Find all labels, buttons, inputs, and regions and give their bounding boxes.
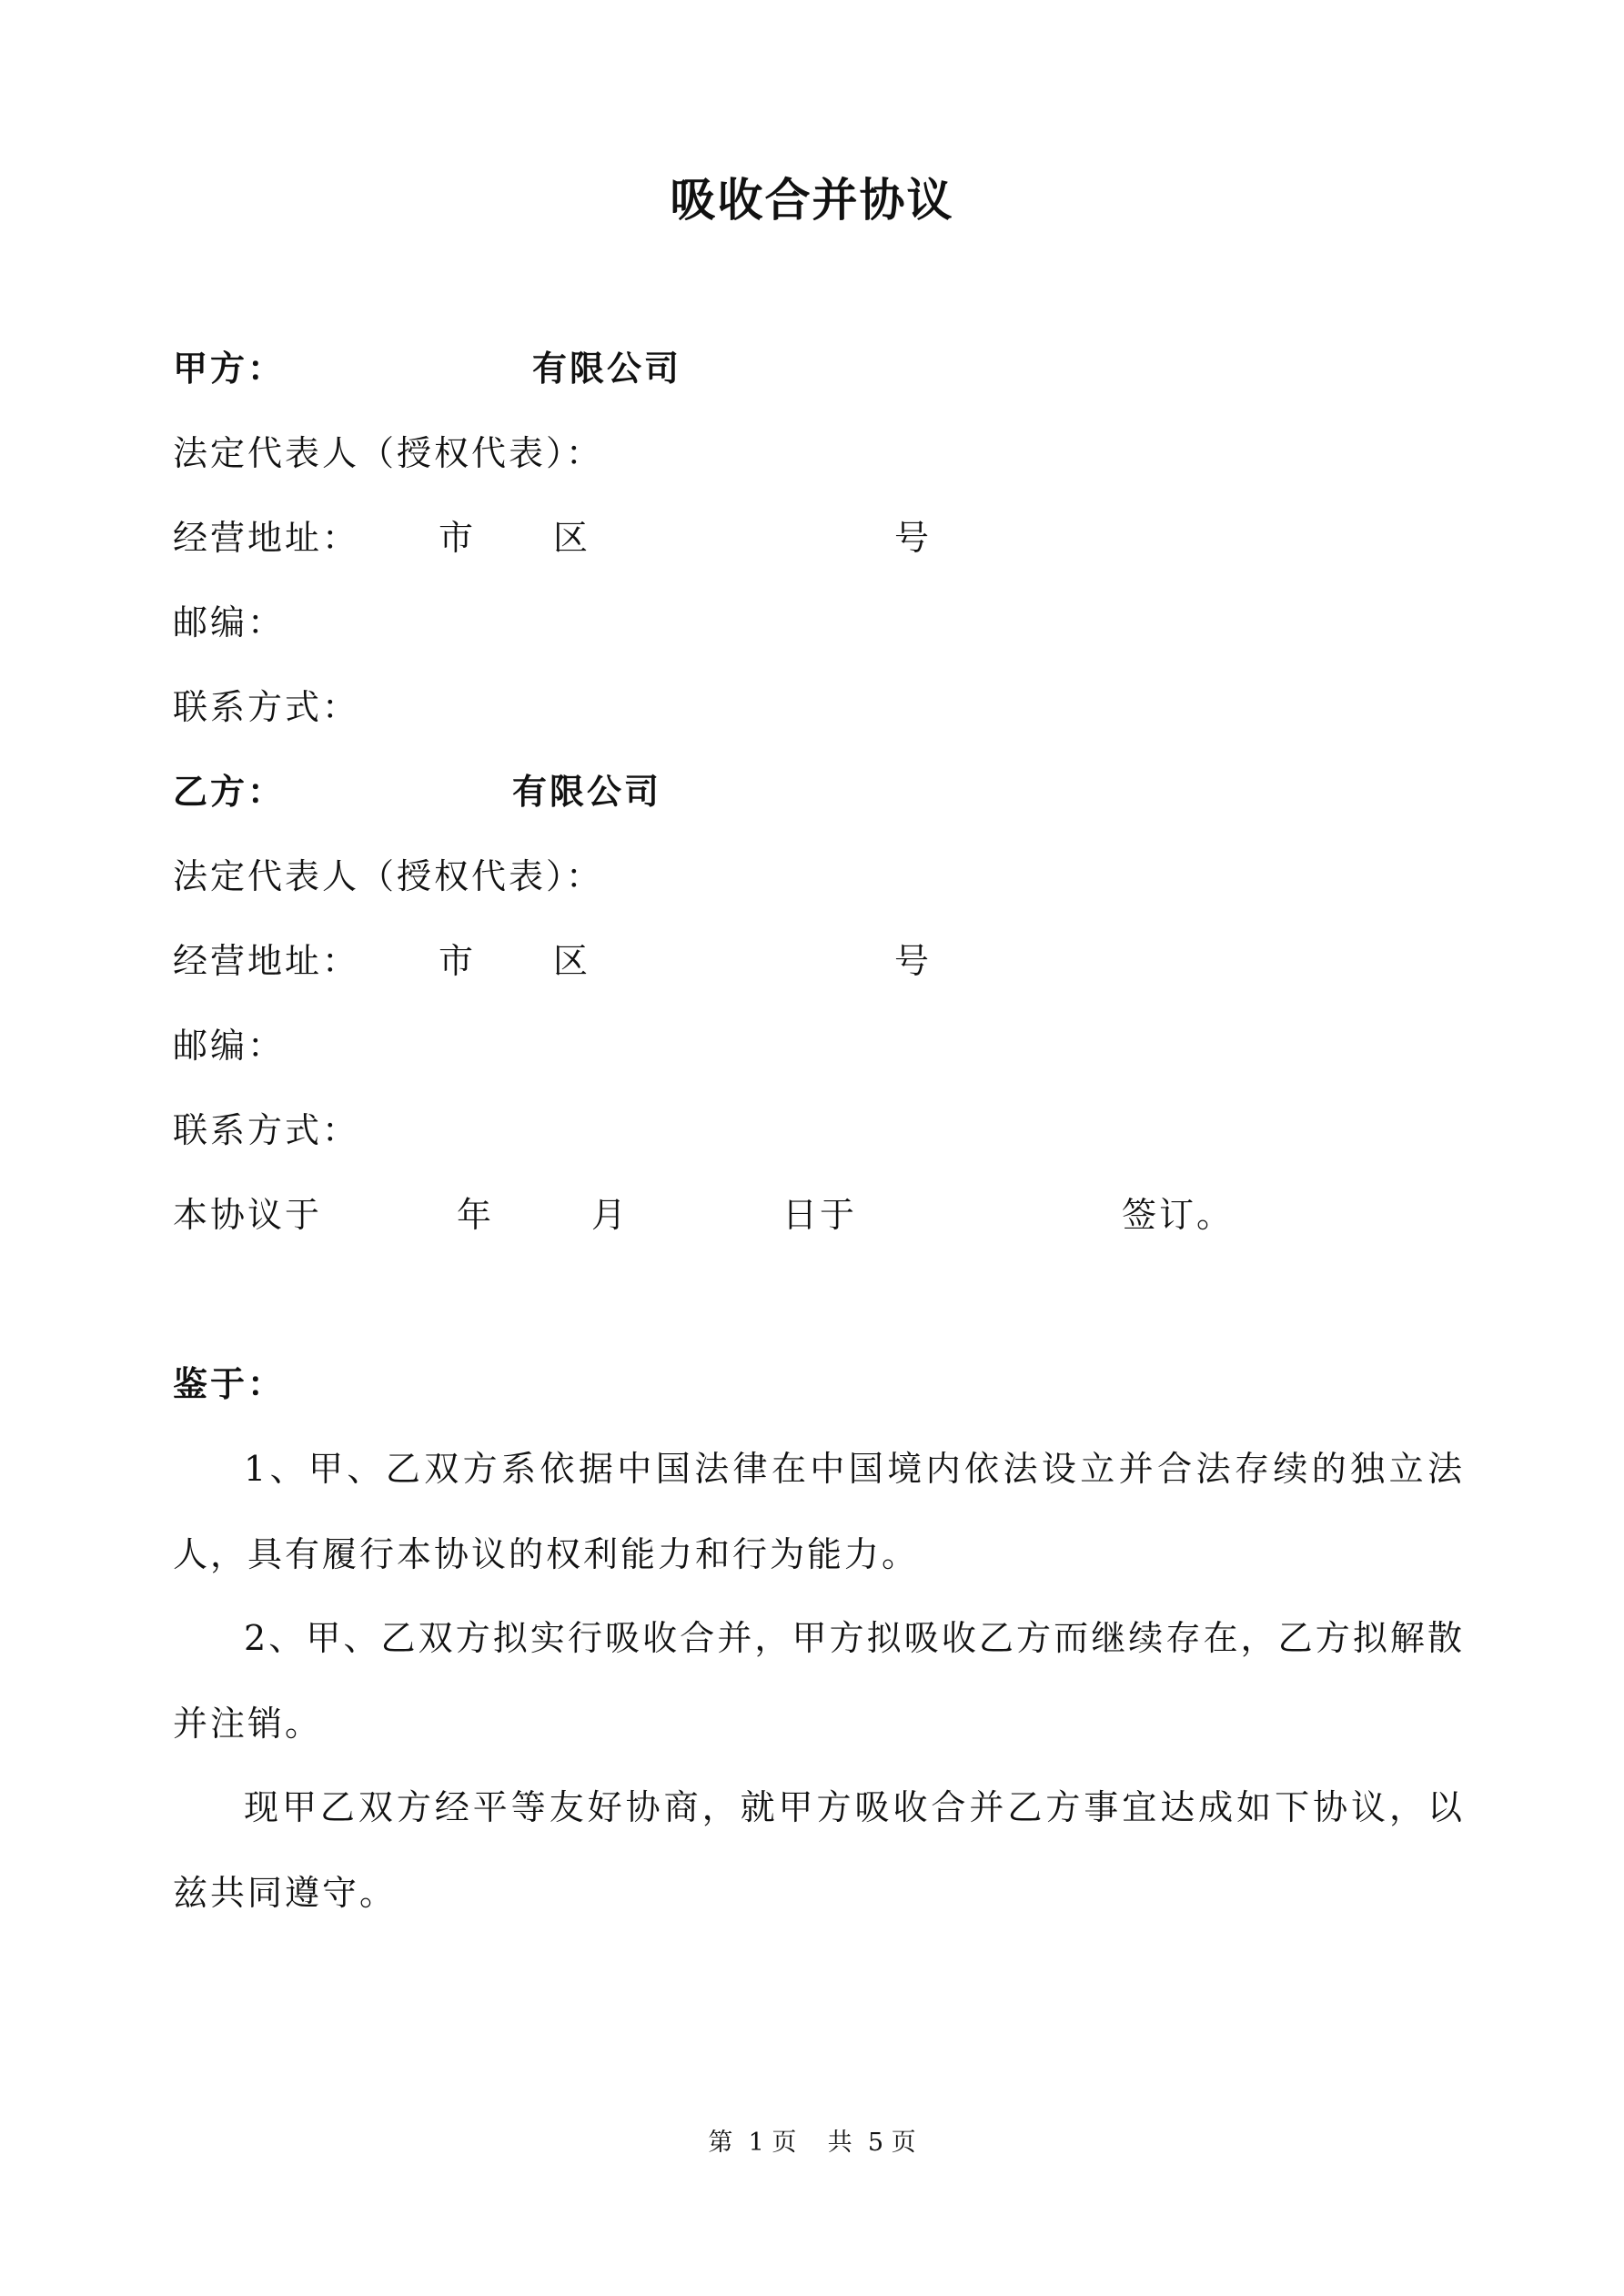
whereas-clause-2: 2、甲、乙双方拟实行吸收合并，甲方拟吸收乙方而继续存在，乙方拟解散并注销。	[173, 1618, 1465, 1744]
signing-day-at: 日于	[782, 1195, 858, 1235]
party-b-district: 区	[553, 941, 591, 981]
signing-month: 月	[591, 1195, 630, 1235]
document-title: 吸收合并协议	[670, 173, 954, 227]
party-b-city: 市	[439, 941, 477, 981]
whereas-conclusion: 现甲乙双方经平等友好协商，就甲方吸收合并乙方事宜达成如下协议，以兹共同遵守。	[173, 1787, 1465, 1913]
signing-signed: 签订。	[1122, 1195, 1235, 1235]
party-a-company: 有限公司	[532, 348, 682, 389]
whereas-clause-1: 1、甲、乙双方系依据中国法律在中国境内依法设立并合法存续的独立法人，具有履行本协议的权利能力和行为能力。	[173, 1449, 1465, 1574]
party-a-number: 号	[894, 518, 933, 558]
party-b-representative: 法定代表人（授权代表）：	[173, 856, 604, 896]
signing-year: 年	[457, 1195, 495, 1235]
party-a-city: 市	[439, 518, 477, 558]
party-b-address-label: 经营地址：	[173, 941, 360, 981]
party-a-representative: 法定代表人（授权代表）：	[173, 433, 604, 473]
page-footer: 第 1 页 共 5 页	[708, 2129, 916, 2157]
party-a-address-label: 经营地址：	[173, 518, 360, 558]
party-b-postcode: 邮编：	[173, 1026, 286, 1066]
party-a-contact: 联系方式：	[173, 687, 360, 727]
party-a-label: 甲方：	[173, 348, 286, 389]
party-b-label: 乙方：	[173, 771, 286, 812]
signing-prefix: 本协议于	[173, 1195, 323, 1235]
whereas-heading: 鉴于：	[173, 1363, 286, 1404]
party-a-postcode: 邮编：	[173, 602, 286, 642]
party-b-company: 有限公司	[512, 771, 662, 812]
party-b-number: 号	[894, 941, 933, 981]
party-b-contact: 联系方式：	[173, 1110, 360, 1150]
party-a-district: 区	[553, 518, 591, 558]
